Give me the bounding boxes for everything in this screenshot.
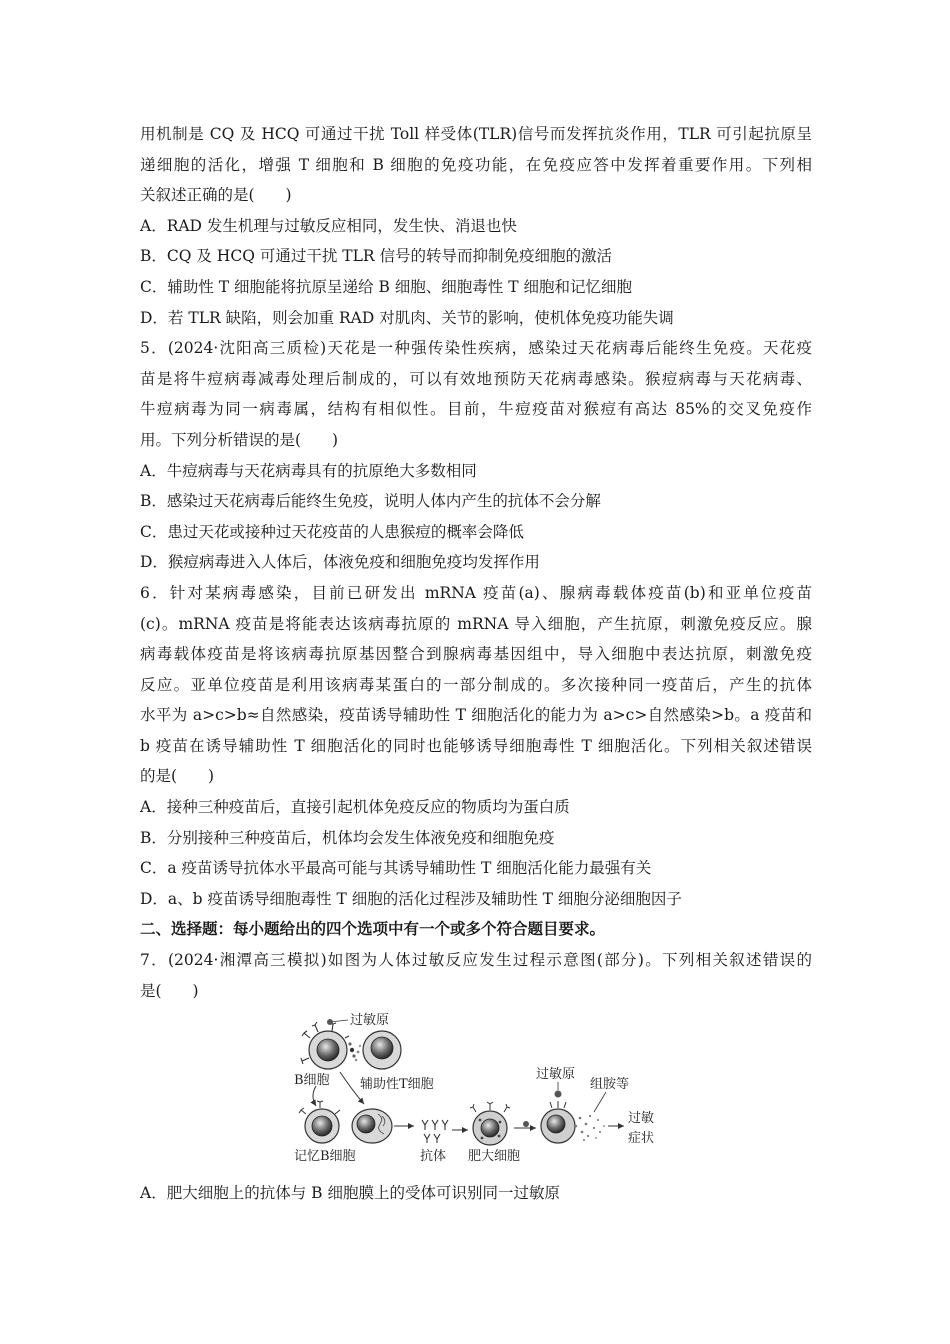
question-6-line-2: (c)。mRNA 疫苗是将能表达该病毒抗原的 mRNA 导入细胞，产生抗原，刺激免疫反应。腺 [140,614,812,633]
activated-mast-cell-icon [541,1091,575,1144]
question-7-line-2: 是( ) [140,981,199,1000]
question-4-option-b: B．CQ 及 HCQ 可通过干扰 TLR 信号的转导而抑制免疫细胞的激活 [140,247,612,266]
allergy-diagram [290,1008,660,1172]
figure-label-histamine: 组胺等 [590,1077,630,1093]
question-4-line-3: 关叙述正确的是( ) [140,186,292,205]
question-5-option-c: C．患过天花或接种过天花疫苗的人患猴痘的概率会降低 [140,522,524,541]
figure-label-allergen-top: 过敏原 [350,1013,390,1029]
question-4-option-a: A．RAD 发生机理与过敏反应相同，发生快、消退也快 [140,216,517,235]
question-4-line-2: 递细胞的活化，增强 T 细胞和 B 细胞的免疫功能，在免疫应答中发挥着重要作用。下列相 [140,155,812,174]
figure-label-antibody: 抗体 [420,1149,447,1165]
figure-label-symptom-2: 症状 [628,1131,655,1147]
figure-label-helper-t: 辅助性T细胞 [360,1077,434,1093]
allergy-process-figure [140,1006,812,1178]
question-5 [140,333,812,578]
question-6-line-6: b 疫苗在诱导辅助性 T 细胞活化的同时也能够诱导细胞毒性 T 细胞活化。下列相关叙述错误 [140,736,812,755]
allergen-particles-icon [348,1043,361,1062]
figure-label-allergen-right: 过敏原 [536,1067,576,1083]
histamine-particles-icon [575,1115,605,1141]
question-4-option-c: C．辅助性 T 细胞能将抗原呈递给 B 细胞、细胞毒性 T 细胞和记忆细胞 [140,277,632,296]
question-6-option-c: C．a 疫苗诱导抗体水平最高可能与其诱导辅助性 T 细胞活化能力最强有关 [140,859,652,878]
question-5-line-1: 5．(2024·沈阳高三质检)天花是一种强传染性疾病，感染过天花病毒后能终生免疫。天花疫 [140,339,812,358]
figure-label-symptom-1: 过敏 [628,1111,655,1127]
figure-label-b-cell: B细胞 [294,1073,330,1089]
question-4-option-d: D．若 TLR 缺陷，则会加重 RAD 对肌肉、关节的影响，使机体免疫功能失调 [140,308,674,327]
question-7-line-1: 7．(2024·湘潭高三模拟)如图为人体过敏反应发生过程示意图(部分)。下列相关叙述错误的 [140,951,812,970]
question-6-line-1: 6．针对某病毒感染，目前已研发出 mRNA 疫苗(a)、腺病毒载体疫苗(b)和亚单位疫苗 [140,583,812,602]
page-content [140,119,812,1209]
question-7-option-a: A．肥大细胞上的抗体与 B 细胞膜上的受体可识别同一过敏原 [140,1184,560,1203]
question-6-line-3: 病毒载体疫苗是将该病毒抗原基因整合到腺病毒基因组中，导入细胞中表达抗原，刺激免疫 [140,645,812,664]
question-4-line-1: 用机制是 CQ 及 HCQ 可通过干扰 Toll 样受体(TLR)信号而发挥抗炎作用，TLR 可引起抗原呈 [140,125,812,143]
question-6-line-4: 反应。亚单位疫苗是利用该病毒某蛋白的一部分制成的。多次接种同一疫苗后，产生的抗体 [140,675,812,694]
figure-label-memory-b: 记忆B细胞 [294,1149,356,1165]
question-6-option-a: A．接种三种疫苗后，直接引起机体免疫反应的物质均为蛋白质 [140,798,570,817]
question-5-option-d: D．猴痘病毒进入人体后，体液免疫和细胞免疫均发挥作用 [140,553,540,572]
question-5-line-4: 用。下列分析错误的是( ) [140,430,339,449]
question-6-option-d: D．a、b 疫苗诱导细胞毒性 T 细胞的活化过程涉及辅助性 T 细胞分泌细胞因子 [140,889,682,908]
question-5-option-b: B．感染过天花病毒后能终生免疫，说明人体内产生的抗体不会分解 [140,492,601,511]
b-cell-icon [301,1022,349,1069]
figure-label-mast-cell: 肥大细胞 [468,1149,521,1165]
question-5-line-3: 牛痘病毒为同一病毒属，结构有相似性。目前，牛痘疫苗对猴痘有高达 85%的交叉免疫作 [140,400,812,419]
question-6 [140,578,812,915]
section-2-heading: 二、选择题：每小题给出的四个选项中有一个或多个符合题目要求。 [140,919,606,939]
memory-b-cell-icon [299,1101,340,1143]
question-7 [140,945,812,1209]
question-5-line-2: 苗是将牛痘病毒减毒处理后制成的，可以有效地预防天花病毒感染。猴痘病毒与天花病毒、 [140,369,812,388]
helper-t-cell-icon [363,1031,401,1069]
plasma-cell-icon [352,1109,392,1143]
question-4 [140,119,812,333]
question-5-option-a: A．牛痘病毒与天花病毒具有的抗原绝大多数相同 [140,461,477,480]
question-6-line-7: 的是( ) [140,767,215,786]
question-6-option-b: B．分别接种三种疫苗后，机体均会发生体液免疫和细胞免疫 [140,828,555,847]
antibody-icon [422,1120,448,1143]
question-6-line-5: 水平为 a>c>b≈自然感染，疫苗诱导辅助性 T 细胞活化的能力为 a>c>自然感染>b。a 疫苗和 [140,706,812,725]
mast-cell-icon [470,1102,510,1145]
